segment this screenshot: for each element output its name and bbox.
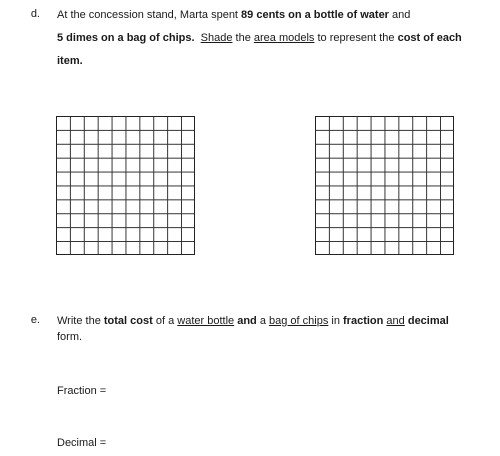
text: a — [256, 315, 269, 327]
bold-text: cost of each — [397, 32, 462, 44]
text: the — [232, 32, 254, 44]
question-e-line-1 — [57, 314, 449, 328]
decimal-answer-label: Decimal = — [57, 437, 107, 449]
bold-text: decimal — [407, 315, 449, 327]
question-d-label: d. — [30, 8, 40, 20]
underlined-text: and — [386, 315, 405, 327]
text: and — [388, 9, 411, 21]
fraction-answer-label: Fraction = — [57, 385, 107, 397]
text: of a — [152, 315, 178, 327]
area-model-grid-chips[interactable] — [315, 116, 454, 255]
bold-text: fraction — [343, 315, 384, 327]
question-e-label: e. — [30, 314, 40, 326]
bold-text: and — [237, 315, 257, 327]
question-e-line-2 — [57, 330, 82, 344]
underlined-text: bag of chips — [269, 315, 329, 327]
text: in — [328, 315, 344, 327]
underlined-text: water bottle — [177, 315, 235, 327]
area-model-grid-water[interactable] — [56, 116, 195, 255]
underlined-text: area models — [253, 32, 315, 44]
question-d-line-2 — [57, 31, 462, 45]
bold-text: 5 dimes on a bag of chips. — [57, 32, 195, 44]
text: At the concession stand, Marta spent — [57, 9, 242, 21]
text: to represent the — [314, 32, 398, 44]
bold-text: 89 cents on a bottle of water — [241, 9, 389, 21]
bold-text: item. — [57, 55, 83, 67]
underlined-text: Shade — [200, 32, 233, 44]
question-d-line-1 — [57, 8, 410, 22]
text: form. — [57, 331, 83, 343]
text: Write the — [57, 315, 104, 327]
bold-text: cost — [130, 315, 153, 327]
question-d-line-3 — [57, 54, 83, 68]
bold-text: total — [103, 315, 128, 327]
